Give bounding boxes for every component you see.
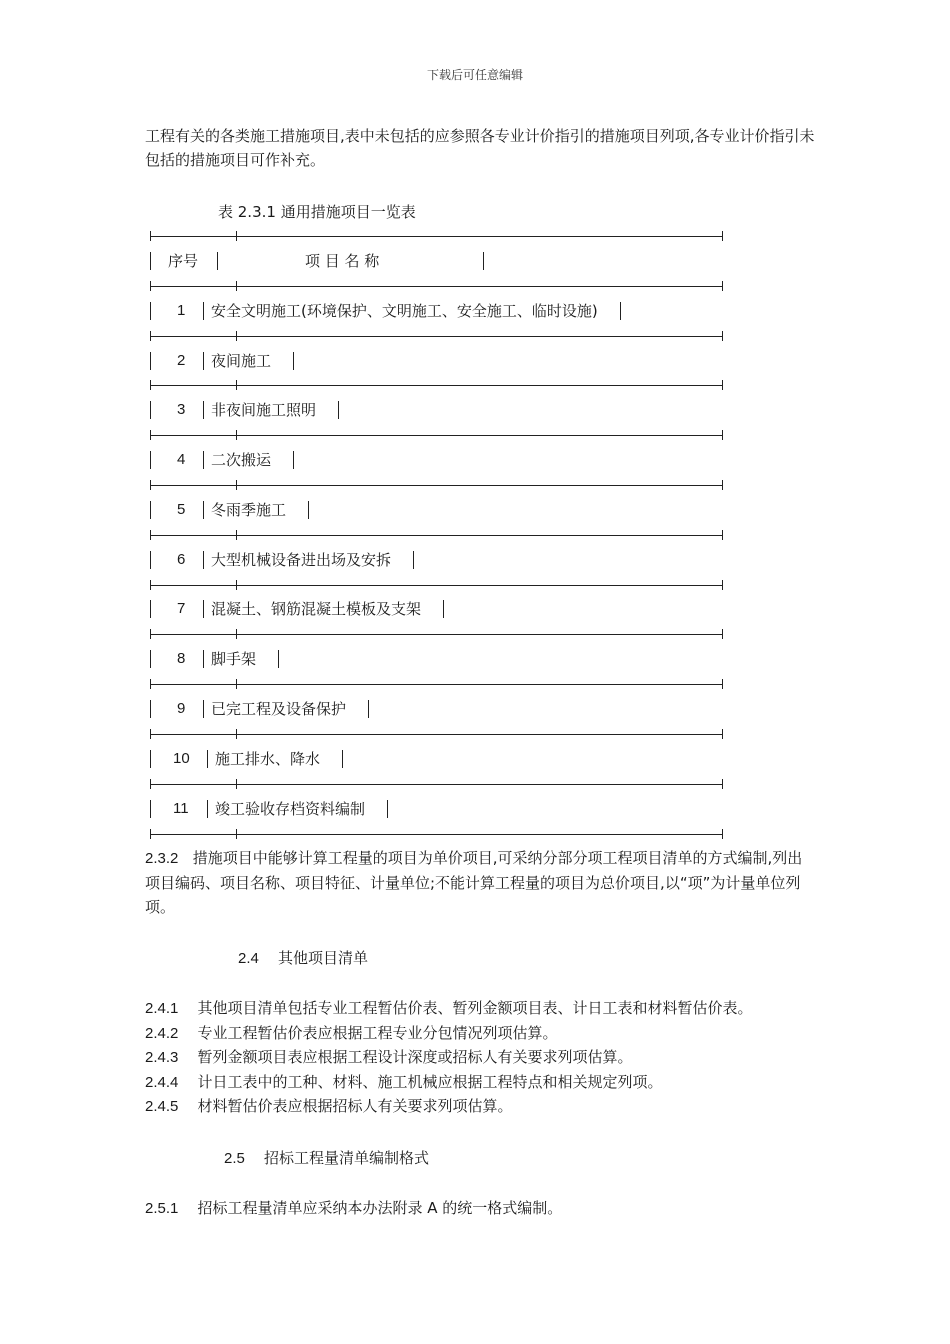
table-cell-divider xyxy=(203,451,204,469)
table-cell-divider xyxy=(293,352,294,370)
table-cell-divider xyxy=(620,302,621,320)
table-cell-no: 8 xyxy=(177,650,186,667)
table-border-tick xyxy=(236,779,237,789)
table-cell-divider xyxy=(150,800,151,818)
section-number: 2.4.2 xyxy=(145,1024,179,1042)
table-cell-no: 5 xyxy=(177,501,186,518)
table-cell-divider xyxy=(207,750,208,768)
table-border-tick xyxy=(236,729,237,739)
table-border-tick xyxy=(236,380,237,390)
table-cell-name: 已完工程及设备保护 xyxy=(211,700,347,718)
table-cell-name: 二次搬运 xyxy=(211,451,272,469)
table-cell-divider xyxy=(278,650,279,668)
section-text: 招标工程量清单应采纳本办法附录 A 的统一格式编制。 xyxy=(197,1199,563,1217)
table-header-no: 序号 xyxy=(168,252,199,270)
table-cell-divider xyxy=(150,750,151,768)
table-cell-divider xyxy=(150,551,151,569)
table-cell-no: 10 xyxy=(173,750,190,767)
table-border-tick xyxy=(236,480,237,490)
table-cell-name: 脚手架 xyxy=(211,650,257,668)
section-text: 专业工程暂估价表应根据工程专业分包情况列项估算。 xyxy=(197,1023,558,1042)
table-cell-divider xyxy=(338,401,339,419)
table-cell-divider xyxy=(308,501,309,519)
table-cell-no: 11 xyxy=(173,800,189,817)
table-border-tick xyxy=(150,629,151,639)
intro-paragraph: 工程有关的各类施工措施项目,表中未包括的应参照各专业计价指引的措施项目列项,各专业计价指引未包括的措施项目可作补充。 xyxy=(145,127,815,169)
table-cell-divider xyxy=(203,302,204,320)
section-number: 2.5 xyxy=(224,1150,245,1167)
table-border-tick xyxy=(150,530,151,540)
table-cell-divider xyxy=(203,650,204,668)
table-cell-divider xyxy=(150,650,151,668)
table-border-tick xyxy=(236,679,237,689)
table-cell-divider xyxy=(342,750,343,768)
table-cell-name: 施工排水、降水 xyxy=(215,750,321,768)
table-cell-divider xyxy=(203,551,204,569)
table-border-tick xyxy=(722,629,723,639)
section-number: 2.4.1 xyxy=(145,1000,179,1017)
table-border-tick xyxy=(722,580,723,590)
table-cell-no: 2 xyxy=(177,352,186,369)
table-cell-divider xyxy=(217,252,218,270)
table-border-tick xyxy=(722,729,723,739)
section-text: 其他项目清单包括专业工程暂估价表、暂列金额项目表、计日工表和材料暂估价表。 xyxy=(197,999,753,1017)
table-cell-name: 安全文明施工(环境保护、文明施工、安全施工、临时设施) xyxy=(211,302,598,320)
section-number: 2.4.4 xyxy=(145,1073,179,1091)
section-number: 2.4 xyxy=(238,950,259,967)
table-cell-divider xyxy=(150,401,151,419)
table-border-tick xyxy=(722,331,723,341)
table-cell-no: 1 xyxy=(177,302,186,319)
section-text: 计日工表中的工种、材料、施工机械应根据工程特点和相关规定列项。 xyxy=(197,1072,663,1091)
table-border-tick xyxy=(150,430,151,440)
table-cell-name: 非夜间施工照明 xyxy=(211,401,317,419)
table-cell-divider xyxy=(150,252,151,270)
section-title: 其他项目清单 xyxy=(277,949,368,967)
table-border-tick xyxy=(150,331,151,341)
table-cell-divider xyxy=(413,551,414,569)
table-border-tick xyxy=(150,580,151,590)
table-border-tick xyxy=(722,380,723,390)
section-2-5-1 xyxy=(145,1197,562,1218)
section-2-4-heading xyxy=(238,947,368,968)
page-header: 下载后可任意编辑 xyxy=(426,68,523,82)
table-cell-no: 3 xyxy=(177,401,186,418)
table-cell-name: 夜间施工 xyxy=(211,352,272,370)
table-border-tick xyxy=(722,530,723,540)
table-border-tick xyxy=(722,231,723,241)
table-cell-divider xyxy=(203,600,204,618)
table-border-tick xyxy=(150,829,151,839)
table-border-tick xyxy=(722,679,723,689)
table-cell-divider xyxy=(150,451,151,469)
table-border-tick xyxy=(236,231,237,241)
table-cell-divider xyxy=(203,401,204,419)
table-cell-divider xyxy=(150,302,151,320)
table-border-tick xyxy=(722,430,723,440)
section-2-3-2 xyxy=(145,846,815,919)
section-text: 暂列金额项目表应根据工程设计深度或招标人有关要求列项估算。 xyxy=(197,1048,633,1067)
table-cell-divider xyxy=(207,800,208,818)
table-border-tick xyxy=(150,281,151,291)
table-cell-divider xyxy=(203,352,204,370)
table-cell-no: 4 xyxy=(177,451,186,468)
list-item xyxy=(145,1046,632,1067)
table-border-tick xyxy=(150,231,151,241)
table-cell-divider xyxy=(150,600,151,618)
table-cell-divider xyxy=(293,451,294,469)
table-cell-no: 6 xyxy=(177,551,186,568)
table-border-tick xyxy=(236,281,237,291)
table-border-tick xyxy=(722,281,723,291)
table-border-tick xyxy=(150,380,151,390)
table-border-tick xyxy=(236,331,237,341)
table-border-tick xyxy=(150,679,151,689)
section-number: 2.4.5 xyxy=(145,1098,179,1116)
table-cell-name: 大型机械设备进出场及安拆 xyxy=(211,551,392,569)
section-text: 措施项目中能够计算工程量的项目为单价项目,可采纳分部分项工程项目清单的方式编制,列出项目编码、项目名称、项目特征、计量单位;不能计算工程量的项目为总价项目,以“项”为计量单位列项。 xyxy=(145,849,803,916)
table-cell-divider xyxy=(150,700,151,718)
table-border-tick xyxy=(236,530,237,540)
table-cell-no: 9 xyxy=(177,700,186,717)
table-border-tick xyxy=(236,430,237,440)
table-cell-divider xyxy=(368,700,369,718)
table-border-tick xyxy=(150,480,151,490)
table-cell-no: 7 xyxy=(177,600,186,617)
table-cell-divider xyxy=(150,352,151,370)
table-cell-divider xyxy=(203,501,204,519)
table-cell-divider xyxy=(203,700,204,718)
list-item xyxy=(145,1071,662,1092)
table-border-tick xyxy=(236,829,237,839)
section-number: 2.3.2 xyxy=(145,850,179,867)
table-border-tick xyxy=(722,480,723,490)
table-border-tick xyxy=(150,729,151,739)
section-number: 2.4.3 xyxy=(145,1049,179,1067)
table-border-tick xyxy=(722,779,723,789)
table-cell-divider xyxy=(387,800,388,818)
table-border-tick xyxy=(236,629,237,639)
table-border-tick xyxy=(722,829,723,839)
section-number: 2.5.1 xyxy=(145,1200,179,1217)
table-cell-name: 竣工验收存档资料编制 xyxy=(215,800,366,818)
list-item xyxy=(145,997,752,1018)
table-border-tick xyxy=(236,580,237,590)
table-cell-divider xyxy=(483,252,484,270)
section-text: 材料暂估价表应根据招标人有关要求列项估算。 xyxy=(197,1097,513,1116)
table-cell-name: 冬雨季施工 xyxy=(211,501,287,519)
table-caption: 表 2.3.1 通用措施项目一览表 xyxy=(218,203,416,221)
section-title: 招标工程量清单编制格式 xyxy=(263,1149,429,1167)
section-2-5-heading xyxy=(224,1147,429,1168)
list-item xyxy=(145,1022,557,1043)
table-cell-divider xyxy=(443,600,444,618)
table-header-name: 项 目 名 称 xyxy=(305,252,380,270)
table-border-tick xyxy=(150,779,151,789)
table-cell-divider xyxy=(150,501,151,519)
list-item xyxy=(145,1095,512,1116)
table-cell-name: 混凝土、钢筋混凝土模板及支架 xyxy=(211,600,422,618)
